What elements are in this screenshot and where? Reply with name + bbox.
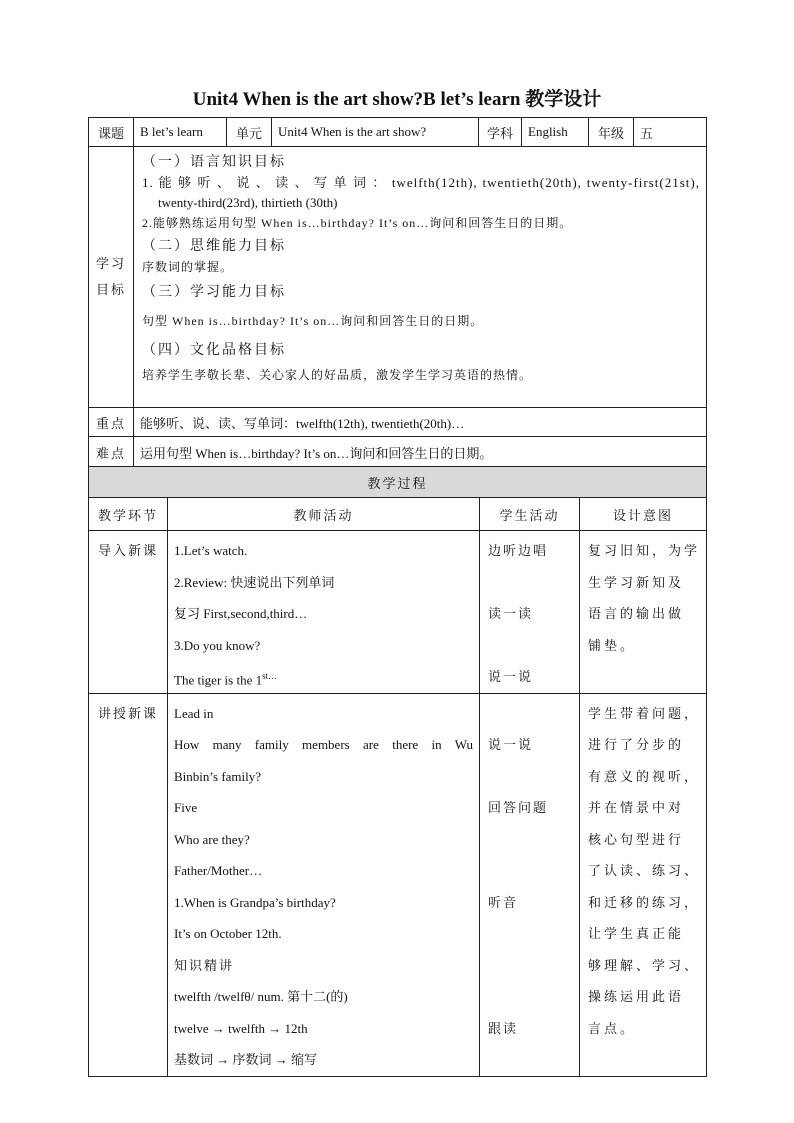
info-row bbox=[89, 118, 707, 147]
intent-line: 和迁移的练习， bbox=[587, 894, 700, 910]
subject-label: 学科 bbox=[479, 118, 522, 147]
objective-heading-4: （四）文化品格目标 bbox=[142, 343, 286, 358]
intent-line: 操练运用此语 bbox=[587, 989, 684, 1004]
teacher-line: 1.When is Grandpa’s birthday? bbox=[174, 894, 336, 910]
teacher-line: Five bbox=[174, 800, 198, 815]
student-line: 听音 bbox=[487, 894, 518, 910]
difficulties-text: 运用句型 When is…birthday? It’s on…询问和回答生日的日期。 bbox=[134, 437, 707, 468]
stage-name-text: 讲授新课 bbox=[97, 705, 158, 721]
column-header: 教师活动 bbox=[168, 498, 480, 531]
grade-value: 五 bbox=[634, 118, 707, 147]
difficulties-label: 难点 bbox=[89, 437, 134, 468]
process-heading: 教学过程 bbox=[89, 467, 707, 498]
student-line: 边听边唱 bbox=[487, 543, 548, 558]
intent-line: 了认读、练习、 bbox=[587, 863, 700, 878]
student-line bbox=[488, 981, 573, 1013]
teacher-line: Father/Mother… bbox=[174, 863, 263, 878]
unit-value: Unit4 When is the art show? bbox=[272, 118, 479, 147]
objectives-content bbox=[134, 147, 707, 408]
student-line: 跟读 bbox=[487, 1020, 518, 1036]
student-line bbox=[488, 630, 573, 662]
student-line bbox=[488, 918, 573, 950]
teacher-line: Lead in bbox=[174, 705, 214, 721]
intent-line: 言点。 bbox=[587, 1020, 636, 1036]
teacher-activity bbox=[168, 693, 480, 1076]
intent-line: 生学习新知及 bbox=[587, 574, 684, 590]
objective-line: 2.能够熟练运用句型 When is…birthday? It’s on…询问和回答生日的日期。 bbox=[142, 216, 573, 230]
student-line bbox=[488, 855, 573, 887]
process-heading-row bbox=[89, 467, 707, 498]
objectives-label-line2: 目标 bbox=[95, 282, 126, 297]
column-header: 教学环节 bbox=[89, 498, 168, 531]
student-line bbox=[488, 824, 573, 856]
teacher-line: 基数词 → 序数词 → 缩写 bbox=[174, 1052, 318, 1067]
teacher-line: 复习 First,second,third… bbox=[174, 606, 308, 621]
intent-line: 铺垫。 bbox=[587, 637, 636, 653]
intent-line: 进行了分步的 bbox=[587, 737, 684, 752]
student-line bbox=[488, 950, 573, 982]
unit-label: 单元 bbox=[227, 118, 272, 147]
intent-line: 语言的输出做 bbox=[587, 606, 684, 621]
student-line bbox=[488, 761, 573, 793]
subject-value: English bbox=[522, 118, 589, 147]
key-points-row bbox=[89, 408, 707, 437]
student-activity bbox=[479, 693, 579, 1076]
lesson-value: B let’s learn bbox=[134, 118, 227, 147]
key-points-label: 重点 bbox=[89, 408, 134, 437]
teacher-line: How many family members are there in Wu bbox=[174, 737, 473, 752]
column-header: 学生活动 bbox=[479, 498, 579, 531]
teacher-activity bbox=[168, 531, 480, 694]
student-activity bbox=[479, 531, 579, 694]
grade-label: 年级 bbox=[589, 118, 634, 147]
objectives-label bbox=[89, 147, 134, 408]
stage-row-new-lesson bbox=[89, 693, 707, 1076]
student-line: 读一读 bbox=[487, 606, 533, 621]
teaching-process-table bbox=[88, 466, 707, 1077]
objective-line: 1. 能 够 听 、 说 、 读 、 写 单 词 ： twelfth(12th), twentieth(20th), twenty-first(21st), bbox=[142, 175, 700, 190]
column-header: 设计意图 bbox=[579, 498, 706, 531]
teacher-line: twelve → twelfth → 12th bbox=[174, 1020, 308, 1036]
teacher-line: twelfth /twelfθ/ num. 第十二(的) bbox=[174, 989, 348, 1004]
teacher-line: Binbin’s family? bbox=[174, 768, 262, 784]
student-line bbox=[488, 1044, 573, 1076]
student-line bbox=[488, 567, 573, 599]
objective-line: 培养学生孝敬长辈、关心家人的好品质，激发学生学习英语的热情。 bbox=[142, 368, 533, 382]
student-line: 回答问题 bbox=[487, 800, 548, 815]
key-points-text: 能够听、说、读、写单词：twelfth(12th), twentieth(20th)… bbox=[134, 408, 707, 437]
teacher-line: Who are they? bbox=[174, 831, 250, 847]
teacher-line: 2.Review: 快速说出下列单词 bbox=[174, 574, 335, 590]
intent-line: 学生带着问题， bbox=[587, 705, 700, 721]
intent-line: 复习旧知，为学 bbox=[587, 543, 700, 558]
student-line: 说一说 bbox=[487, 669, 533, 684]
teacher-line: 1.Let’s watch. bbox=[174, 543, 248, 558]
teacher-line: 知识精讲 bbox=[174, 957, 235, 973]
objective-heading-3: （三）学习能力目标 bbox=[142, 285, 286, 300]
page-title: Unit4 When is the art show?B let’s learn 教学设计 bbox=[192, 89, 602, 110]
teacher-line: It’s on October 12th. bbox=[174, 926, 282, 941]
intent-line: 够理解、学习、 bbox=[587, 957, 700, 973]
stage-name bbox=[89, 531, 168, 694]
teacher-line-text: The tiger is the 1 bbox=[174, 672, 263, 688]
student-line: 说一说 bbox=[487, 737, 533, 752]
difficulties-row bbox=[89, 437, 707, 468]
student-line bbox=[488, 698, 573, 730]
design-intent bbox=[579, 693, 706, 1076]
intent-line: 并在情景中对 bbox=[587, 800, 684, 815]
objectives-row bbox=[89, 147, 707, 408]
intent-line: 有意义的视听， bbox=[587, 768, 700, 784]
stage-name bbox=[89, 693, 168, 1076]
objective-line: 句型 When is…birthday? It’s on…询问和回答生日的日期。 bbox=[142, 314, 484, 328]
lesson-label: 课题 bbox=[89, 118, 134, 147]
ordinal-suffix: st… bbox=[262, 671, 278, 681]
objective-line: 序数词的掌握。 bbox=[142, 260, 234, 274]
teacher-line: 3.Do you know? bbox=[174, 637, 261, 653]
objective-line: twenty-third(23rd), thirtieth (30th) bbox=[158, 195, 338, 210]
teacher-line-ordinal bbox=[174, 661, 473, 693]
intent-line: 让学生真正能 bbox=[587, 926, 684, 941]
stage-row-intro bbox=[89, 531, 707, 694]
objectives-label-line1: 学习 bbox=[95, 256, 126, 271]
objective-heading-1: （一）语言知识目标 bbox=[142, 155, 286, 170]
objective-heading-2: （二）思维能力目标 bbox=[142, 239, 286, 254]
stage-name-text: 导入新课 bbox=[97, 543, 158, 558]
column-header-row bbox=[89, 498, 707, 531]
design-intent bbox=[579, 531, 706, 694]
intent-line: 核心句型进行 bbox=[587, 831, 684, 847]
lesson-info-table bbox=[88, 117, 707, 468]
